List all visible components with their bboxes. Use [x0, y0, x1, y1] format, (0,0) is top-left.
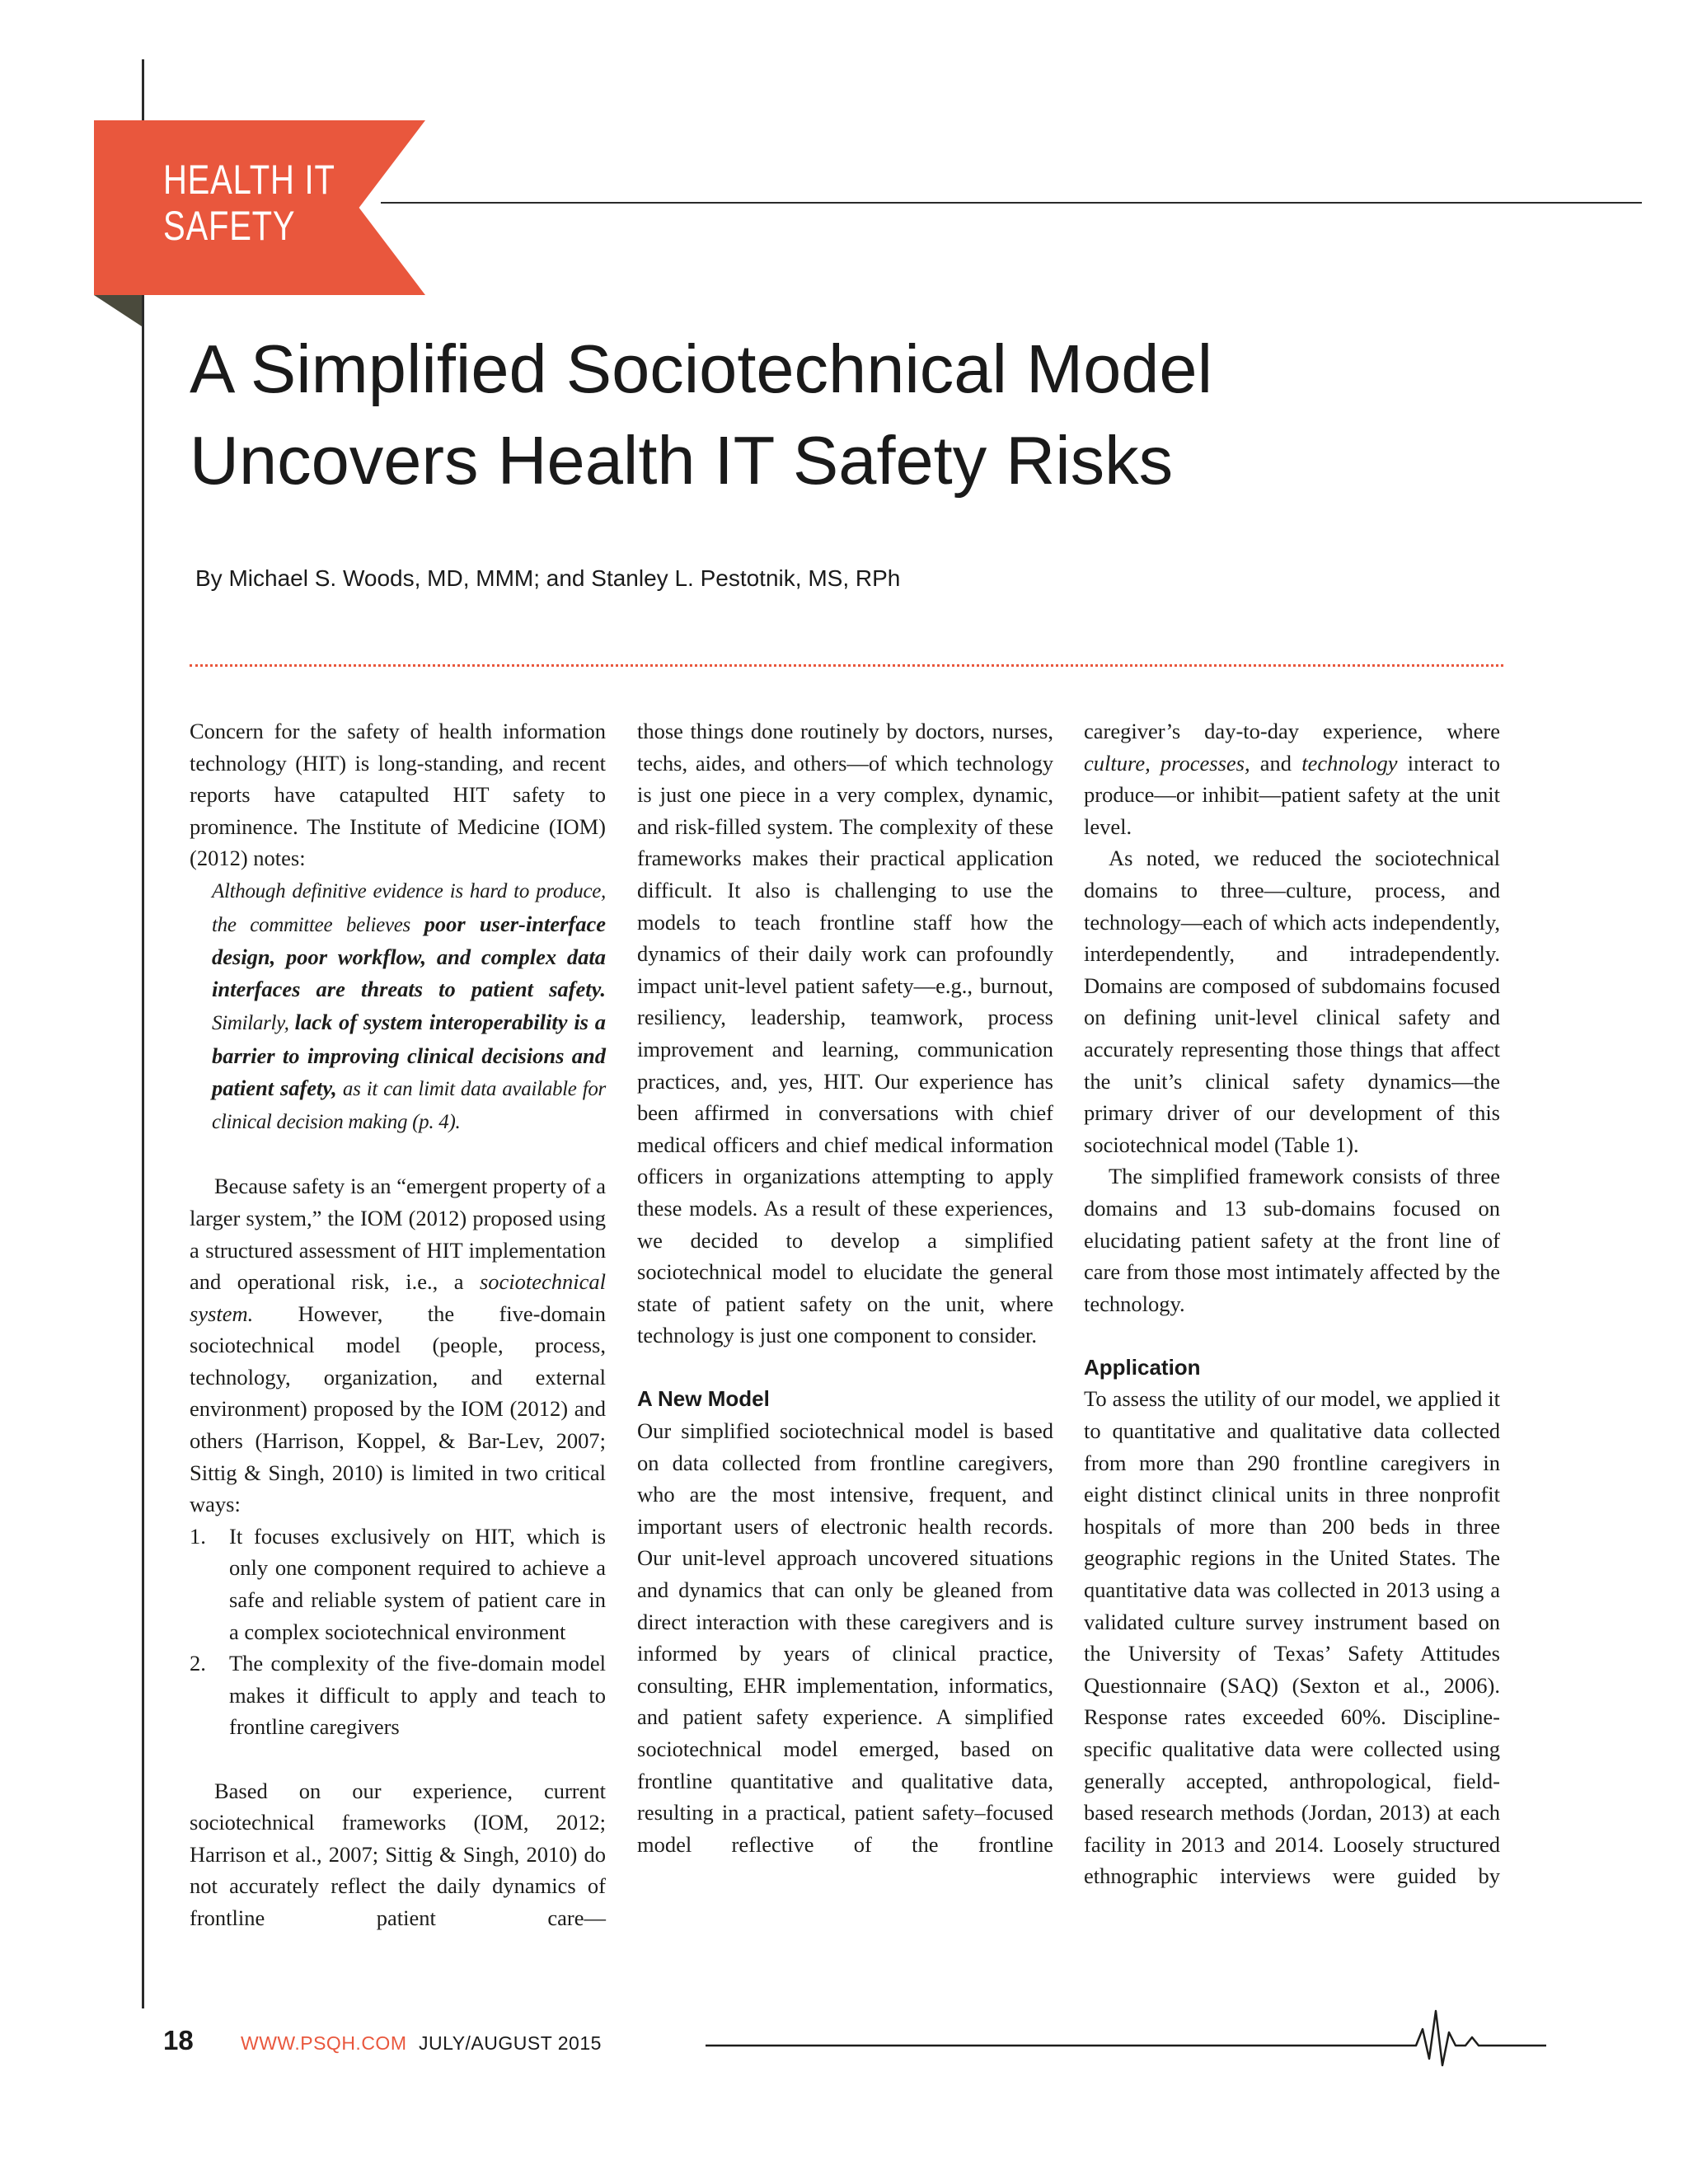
- byline: By Michael S. Woods, MD, MMM; and Stanley L. Pestotnik, MS, RPh: [195, 565, 901, 591]
- article-title: [190, 323, 1550, 506]
- column-2: [637, 715, 1053, 1860]
- col2-paragraph-2: Our simplified sociotechnical model is based on data collected from frontline caregivers, who are the most intensive, frequent, and important users of electronic health records. Our unit-level approach uncovered situations and dynamics that can only be gleaned from direct interaction with these caregivers and is informed by years of clinical practice, consulting, EHR implementation, informatics, and patient safety experience. A simplified sociotechnical model emerged, based on frontline quantitative and qualitative data, resulting in a practical, patient safety–focused model reflective of the frontline: [637, 1418, 1053, 1857]
- list-item-number: 2.: [190, 1651, 206, 1676]
- spacer: [1084, 1319, 1500, 1352]
- section-tag-line1: HEALTH IT: [163, 157, 335, 203]
- column-3: [1084, 715, 1500, 1892]
- limitations-list: [190, 1521, 606, 1743]
- col3-p1-text-a: caregiver’s day-to-day experience, where: [1084, 719, 1500, 743]
- col1-p2-text: Because safety is an “emergent property of a larger system,” the IOM (2012) proposed using a structured assessment of HIT implementation and operational risk, i.e., a: [190, 1174, 606, 1295]
- article-title-line2: Uncovers Health IT Safety Risks: [190, 422, 1174, 499]
- list-item: [190, 1521, 606, 1647]
- column-1: [190, 715, 606, 1934]
- heartbeat-line-icon: [706, 1994, 1554, 2069]
- col1-paragraph-2: [190, 1170, 606, 1521]
- col3-p1-italic-1: culture, processes,: [1084, 750, 1250, 776]
- spacer: [190, 1139, 606, 1171]
- quote-text-2: Similarly,: [212, 1012, 295, 1035]
- col3-p1-text-b: and: [1250, 750, 1302, 776]
- quote-text-1: Although definitive evidence is hard to produce, the committee believes: [212, 879, 606, 936]
- section-tag-line2: SAFETY: [163, 203, 296, 249]
- quote-bold-1: poor user-interface design, poor workflow, and complex data interfaces are threats to patient safety.: [212, 911, 606, 1001]
- section-heading-application: Application: [1084, 1354, 1201, 1380]
- list-item-text: The complexity of the five-domain model makes it difficult to apply and teach to frontline caregivers: [229, 1651, 606, 1740]
- col3-p1-text-c: interact to produce—or inhibit—patient safety at the unit level.: [1084, 750, 1500, 839]
- footer-url-link[interactable]: WWW.PSQH.COM: [241, 2032, 407, 2054]
- quote-text-3: as it can limit data available for clinical decision making (p. 4).: [212, 1077, 606, 1134]
- section-tag-fold: [94, 295, 142, 326]
- col3-p1-italic-2: technology: [1301, 750, 1398, 776]
- list-item-text: It focuses exclusively on HIT, which is only one component required to achieve a safe and reliable system of patient care in a complex sociotechnical environment: [229, 1523, 606, 1644]
- dotted-divider: [190, 664, 1503, 667]
- quote-bold-2: lack of system interoperability is a barrier to improving clinical decisions and patient safety,: [212, 1010, 607, 1100]
- section-heading-new-model: A New Model: [637, 1386, 770, 1412]
- col3-paragraph-1: [1084, 715, 1500, 842]
- spacer: [637, 1352, 1053, 1384]
- col1-paragraph-3: Based on our experience, current sociotechnical frameworks (IOM, 2012; Harrison et al., 2007; Sittig & Singh, 2010) do not accurately reflect the daily dynamics of frontline patient care—: [190, 1778, 606, 1930]
- col3-paragraph-2: As noted, we reduced the sociotechnical domains to three—culture, process, and technology—each of which acts independently, interdependently, and intradependently. Domains are composed of subdomains focused on defining unit-level clinical safety and accurately representing those things that affect the unit’s clinical safety dynamics—the primary driver of our development of this sociotechnical model (Table 1).: [1084, 846, 1500, 1157]
- left-vertical-rule: [142, 59, 144, 2008]
- col1-paragraph-1: Concern for the safety of health information technology (HIT) is long-standing, and recent reports have catapulted HIT safety to prominence. The Institute of Medicine (IOM) (2012) notes:: [190, 719, 606, 871]
- section-tag-label: [163, 157, 335, 249]
- col2-paragraph-1: those things done routinely by doctors, nurses, techs, aides, and others—of which technology is just one piece in a very complex, dynamic, and risk-filled system. The complexity of these frameworks makes their practical application difficult. It also is challenging to use the models to teach frontline staff how the dynamics of their daily work can profoundly impact unit-level patient safety—e.g., burnout, resiliency, leadership, teamwork, process improvement and learning, communication practices, and, yes, HIT. Our experience has been affirmed in conversations with chief medical officers and chief medical information officers in organizations attempting to apply these models. As a result of these experiences, we decided to develop a simplified sociotechnical model to elucidate the general state of patient safety on the unit, where technology is just one component to consider.: [637, 719, 1053, 1348]
- col1-p2-italic: sociotechnical system.: [190, 1269, 606, 1326]
- article-title-line1: A Simplified Sociotechnical Model: [190, 330, 1213, 407]
- col3-paragraph-4: To assess the utility of our model, we applied it to quantitative and qualitative data collected from more than 290 frontline caregivers in eight distinct clinical units in three nonprofit hospitals of more than 200 beds in three geographic regions in the United States. The quantitative data was collected in 2013 using a validated culture survey instrument based on the University of Texas’ Safety Attitudes Questionnaire (SAQ) (Sexton et al., 2006). Response rates exceeded 60%. Discipline-specific qualitative data were collected using generally accepted, anthropological, field-based research methods (Jordan, 2013) at each facility in 2013 and 2014. Loosely structured ethnographic interviews were guided by: [1084, 1386, 1500, 1889]
- header-horizontal-rule: [381, 202, 1642, 204]
- block-quote: [190, 874, 606, 1139]
- list-item-number: 1.: [190, 1523, 206, 1549]
- col1-p2-rest: However, the five-domain sociotechnical model (people, process, technology, organization, and external environment) proposed by the IOM (2012) and others (Harrison, Koppel, & Bar-Lev, 2007; Sittig & Singh, 2010) is limited in two critical ways:: [190, 1301, 606, 1517]
- footer-issue-date: JULY/AUGUST 2015: [419, 2032, 602, 2054]
- page-number: 18: [163, 2025, 194, 2055]
- col3-paragraph-3: The simplified framework consists of three domains and 13 sub-domains focused on elucidating patient safety at the front line of care from those most intimately affected by the technology.: [1084, 1164, 1500, 1316]
- spacer: [190, 1743, 606, 1775]
- list-item: [190, 1647, 606, 1743]
